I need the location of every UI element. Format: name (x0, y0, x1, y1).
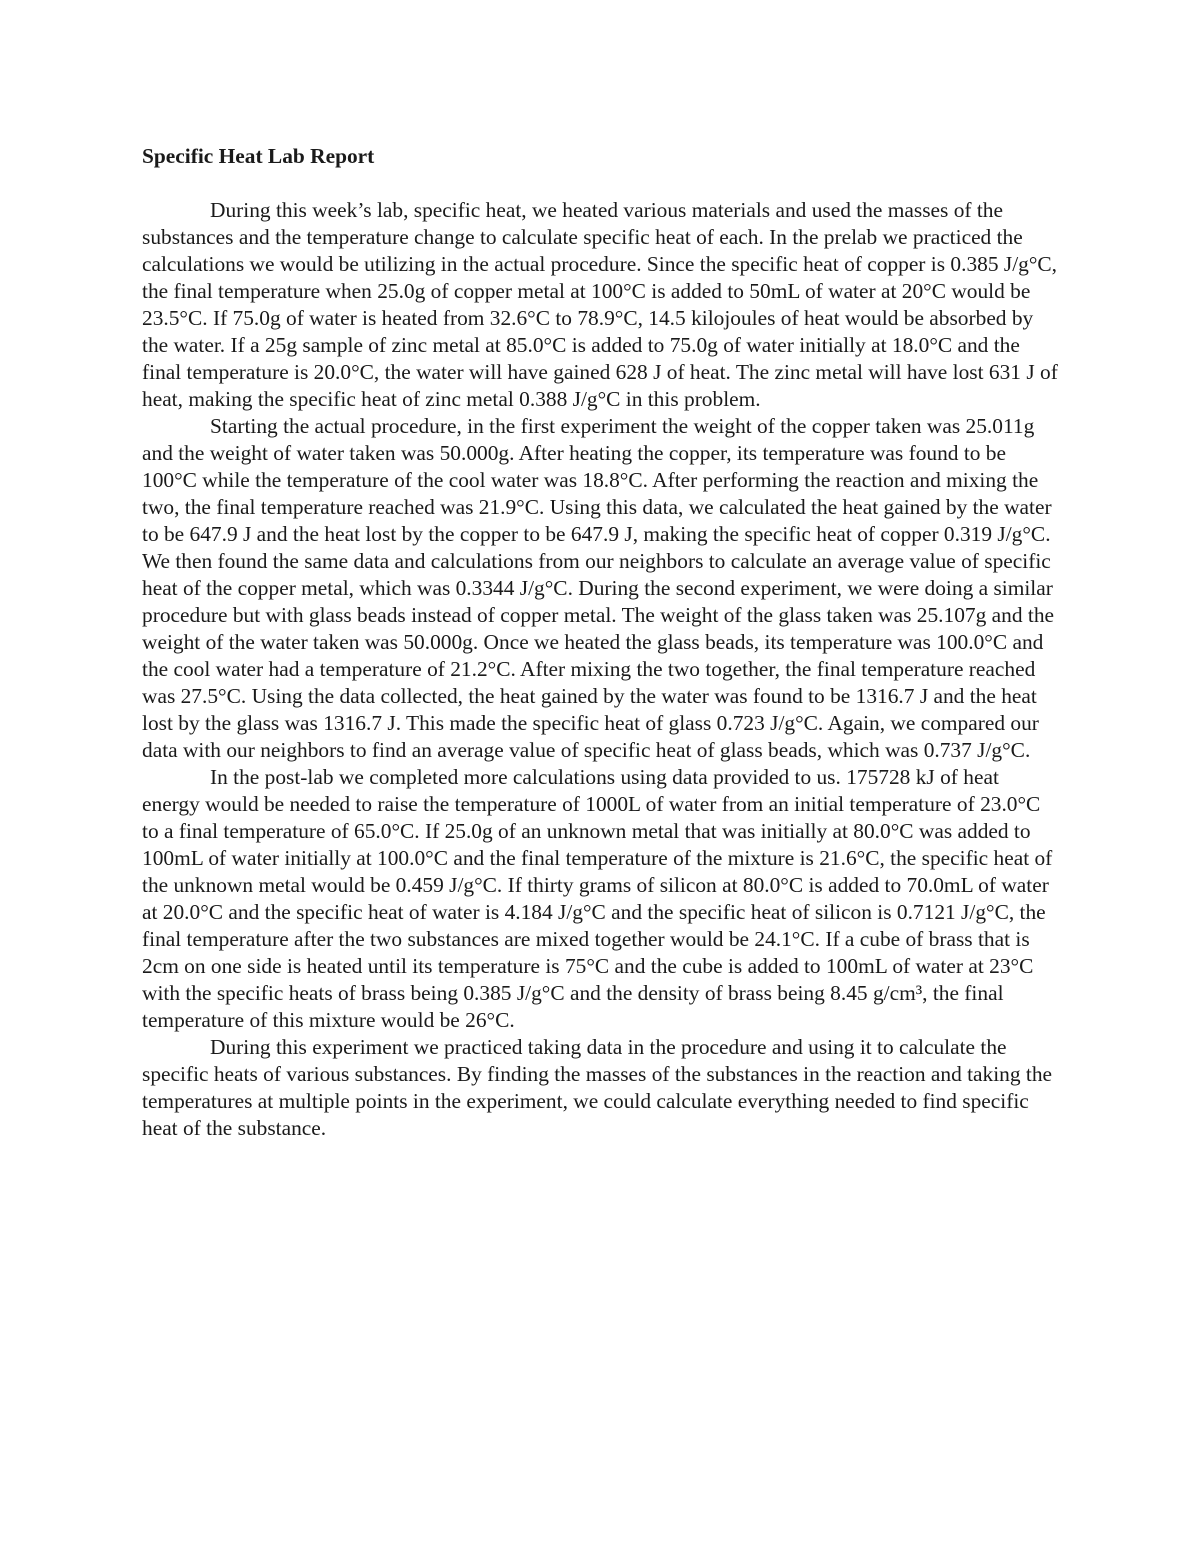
paragraph-postlab: In the post-lab we completed more calculations using data provided to us. 175728 kJ of heat energy would be needed to raise the temperature of 1000L of water from an initial temperature of 23.0°C to a final temperature of 65.0°C. If 25.0g of an unknown metal that was initially at 80.0°C was added to 100mL of water initially at 100.0°C and the final temperature of the mixture is 21.6°C, the specific heat of the unknown metal would be 0.459 J/g°C. If thirty grams of silicon at 80.0°C is added to 70.0mL of water at 20.0°C and the specific heat of water is 4.184 J/g°C and the specific heat of silicon is 0.7121 J/g°C, the final temperature after the two substances are mixed together would be 24.1°C. If a cube of brass that is 2cm on one side is heated until its temperature is 75°C and the cube is added to 100mL of water at 23°C with the specific heats of brass being 0.385 J/g°C and the density of brass being 8.45 g/cm³, the final temperature of this mixture would be 26°C. (142, 765, 1053, 1032)
document-title: Specific Heat Lab Report (142, 144, 375, 168)
paragraph-conclusion: During this experiment we practiced taking data in the procedure and using it to calculate the specific heats of various substances. By finding the masses of the substances in the reaction and taking the temperatures at multiple points in the experiment, we could calculate everything needed to find specific heat of the substance. (142, 1035, 1053, 1140)
document-body (142, 143, 1062, 1142)
paragraph-prelab: During this week’s lab, specific heat, we heated various materials and used the masses of the substances and the temperature change to calculate specific heat of each. In the prelab we practiced the calculations we would be utilizing in the actual procedure. Since the specific heat of copper is 0.385 J/g°C, the final temperature when 25.0g of copper metal at 100°C is added to 50mL of water at 20°C would be 23.5°C. If 75.0g of water is heated from 32.6°C to 78.9°C, 14.5 kilojoules of heat would be absorbed by the water. If a 25g sample of zinc metal at 85.0°C is added to 75.0g of water initially at 18.0°C and the final temperature is 20.0°C, the water will have gained 628 J of heat. The zinc metal will have lost 631 J of heat, making the specific heat of zinc metal 0.388 J/g°C in this problem. (142, 198, 1058, 411)
paragraph-procedure: Starting the actual procedure, in the first experiment the weight of the copper taken was 25.011g and the weight of water taken was 50.000g. After heating the copper, its temperature was found to be 100°C while the temperature of the cool water was 18.8°C. After performing the reaction and mixing the two, the final temperature reached was 21.9°C. Using this data, we calculated the heat gained by the water to be 647.9 J and the heat lost by the copper to be 647.9 J, making the specific heat of copper 0.319 J/g°C. We then found the same data and calculations from our neighbors to calculate an average value of specific heat of the copper metal, which was 0.3344 J/g°C. During the second experiment, we were doing a similar procedure but with glass beads instead of copper metal. The weight of the glass taken was 25.107g and the weight of the water taken was 50.000g. Once we heated the glass beads, its temperature was 100.0°C and the cool water had a temperature of 21.2°C. After mixing the two together, the final temperature reached was 27.5°C. Using the data collected, the heat gained by the water was found to be 1316.7 J and the heat lost by the glass was 1316.7 J. This made the specific heat of glass 0.723 J/g°C. Again, we compared our data with our neighbors to find an average value of specific heat of glass beads, which was 0.737 J/g°C. (142, 414, 1055, 762)
